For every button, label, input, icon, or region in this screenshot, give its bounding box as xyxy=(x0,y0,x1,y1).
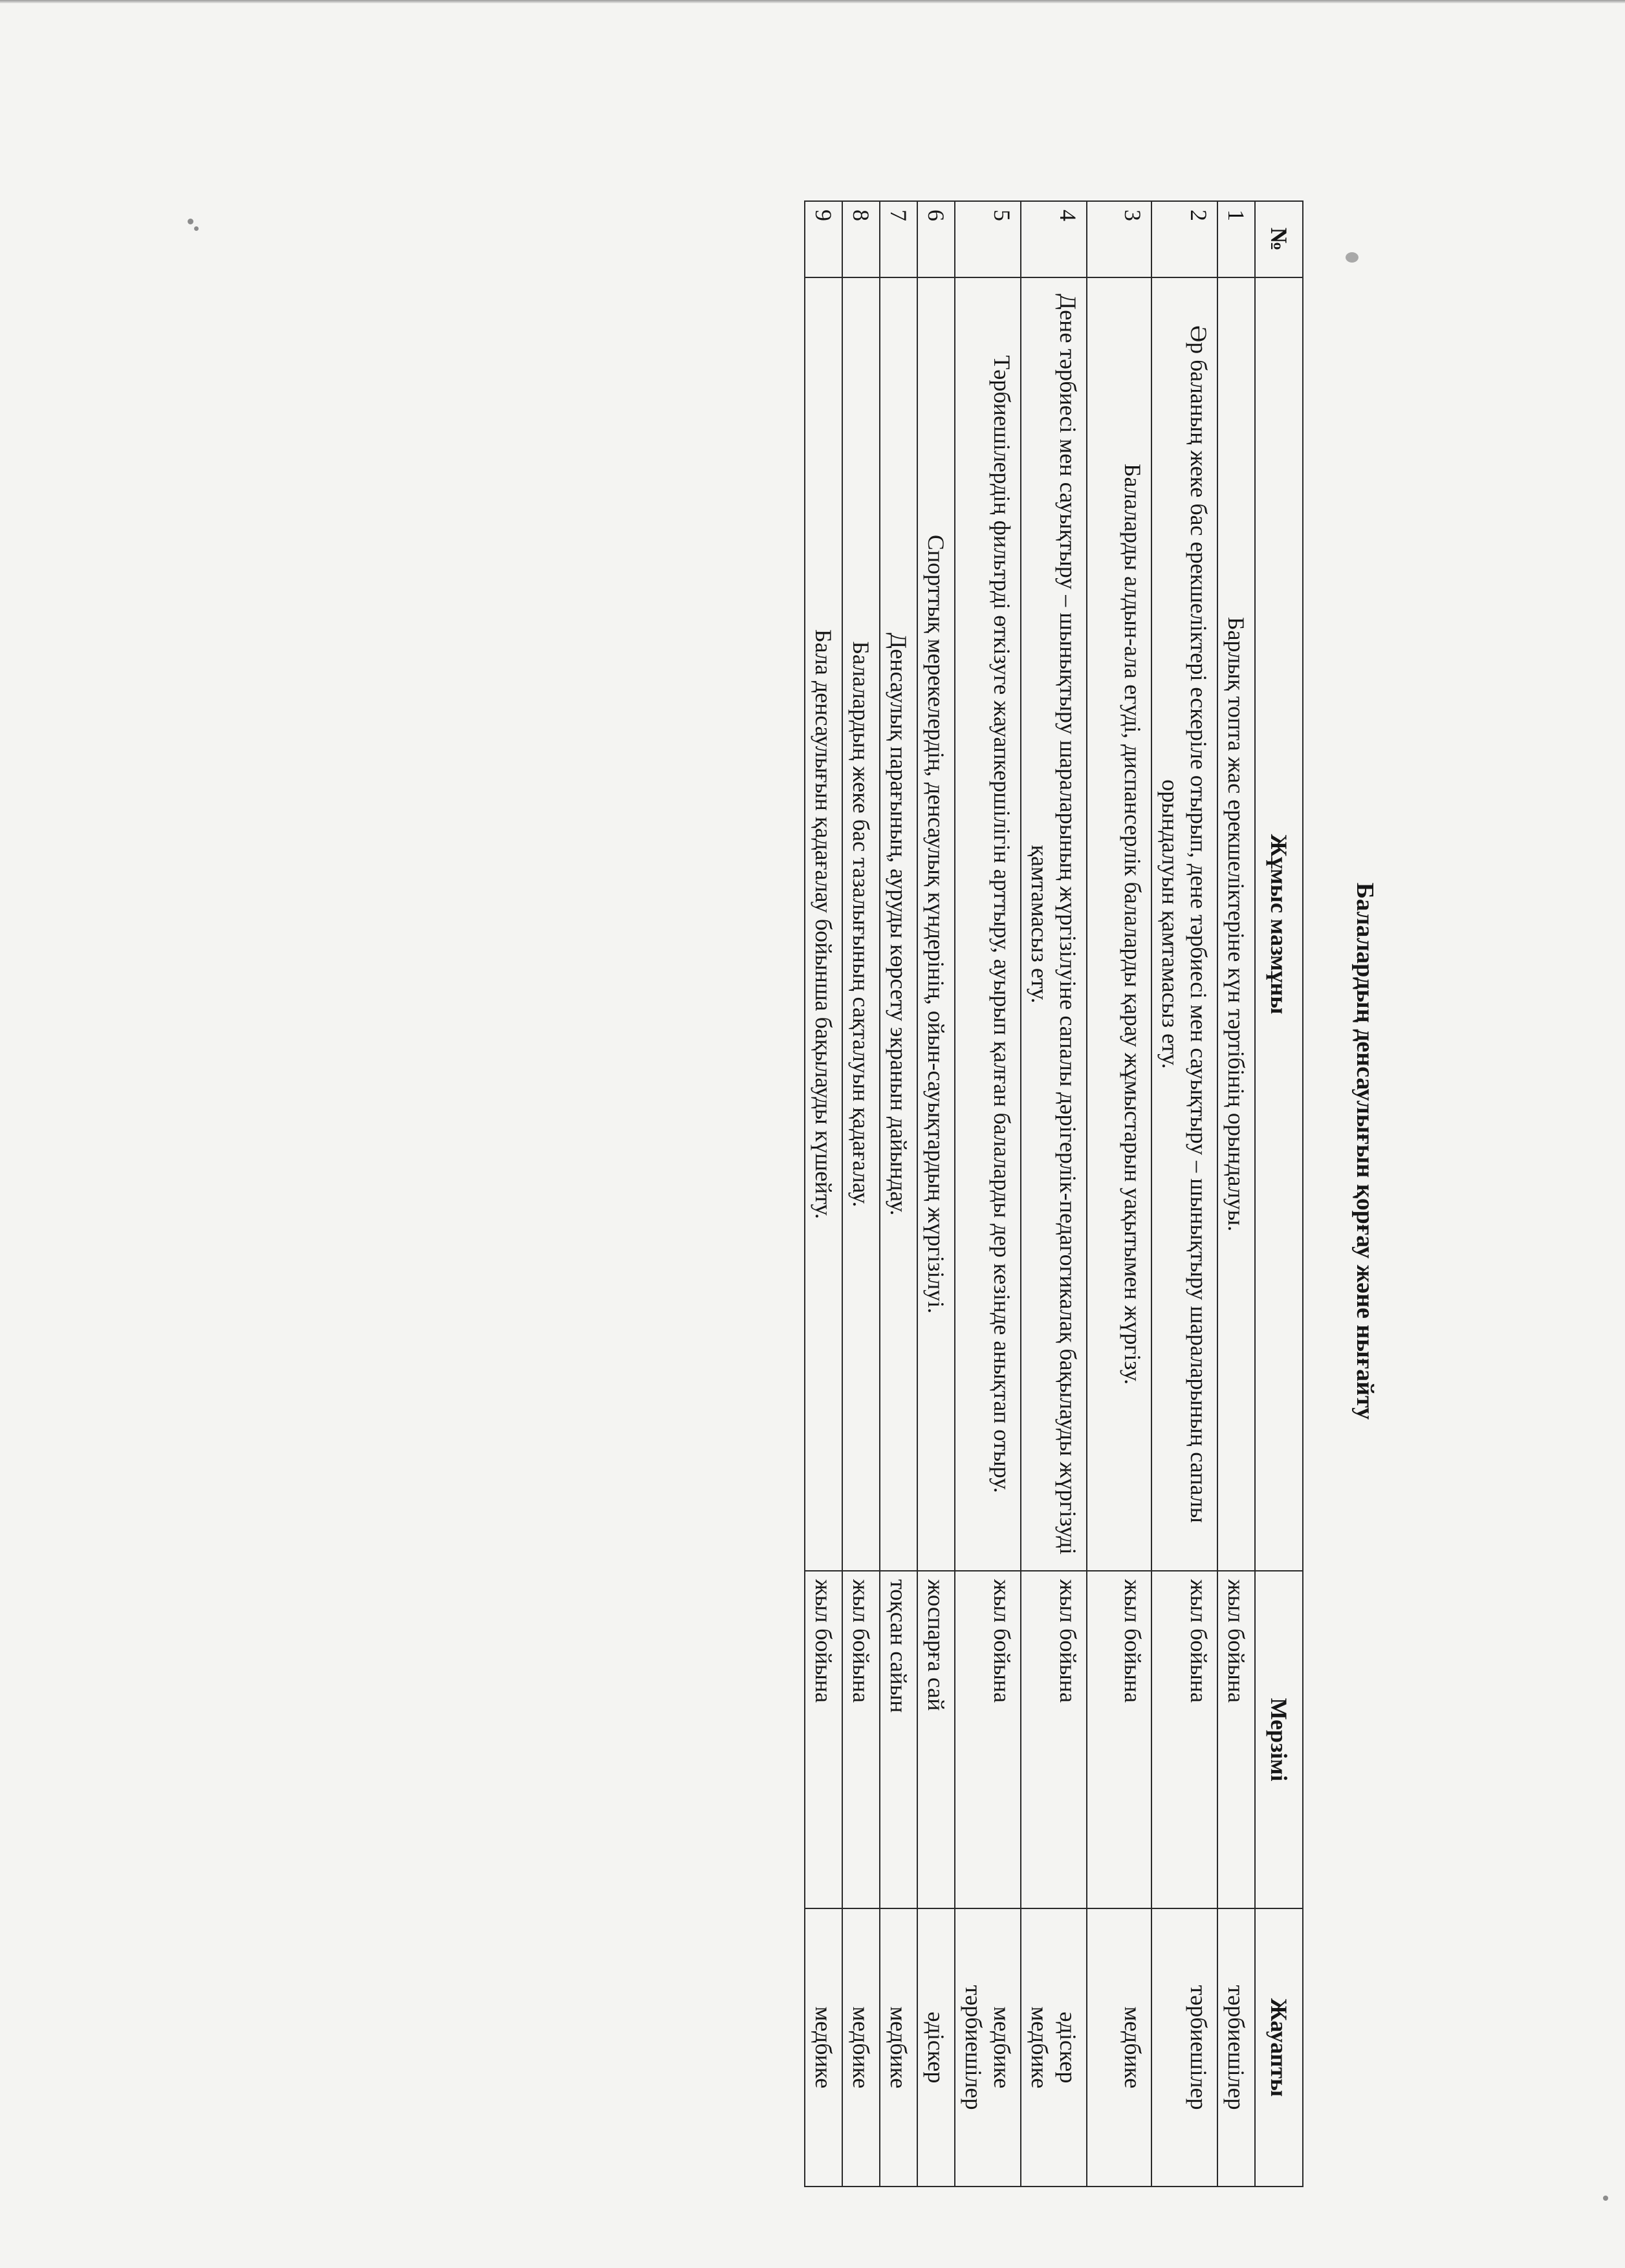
row-content: Тәрбиешілердің фильтрді өткізуге жауапкершілігін арттыру, ауырып қалған балаларды дер кезінде анықтап отыру. xyxy=(955,277,1021,1571)
row-number: 9 xyxy=(805,201,842,277)
table-row xyxy=(1217,201,1255,2187)
document-title: Балалардың денсаулығын қорғау және нығайту xyxy=(1351,882,1379,1420)
row-content: Барлық топта жас ерекшеліктеріне күн тәртібінің орындалуы. xyxy=(1217,277,1255,1571)
row-content: Әр баланың жеке бас ерекшеліктері ескеріле отырып, дене тәрбиесі мен сауықтыру – шынықтыру шараларының сапалы орындалуын қамтамасыз ету. xyxy=(1151,277,1217,1571)
table-header-row xyxy=(1255,201,1303,2187)
row-responsible xyxy=(917,1908,955,2187)
row-responsible xyxy=(1151,1908,1217,2187)
table-row xyxy=(917,201,955,2187)
row-content: Спорттық мерекелердің, денсаулық күндерінің, ойын-сауықтардың жүргізілуі. xyxy=(917,277,955,1571)
row-number: 2 xyxy=(1151,201,1217,277)
responsible-person: медбике xyxy=(1120,2006,1146,2089)
scanner-edge xyxy=(0,0,1625,3)
header-content: Жұмыс мазмұны xyxy=(1255,277,1303,1571)
responsible-person: медбике xyxy=(886,2006,911,2089)
row-term: тоқсан сайын xyxy=(880,1571,917,1908)
row-term: жыл бойына xyxy=(1087,1571,1151,1908)
row-responsible xyxy=(880,1908,917,2187)
scan-speck xyxy=(1603,2196,1608,2201)
row-responsible xyxy=(842,1908,880,2187)
table-row xyxy=(955,201,1021,2187)
responsible-person: тәрбиешілер xyxy=(1186,1985,1212,2110)
row-responsible xyxy=(1087,1908,1151,2187)
row-term: жыл бойына xyxy=(955,1571,1021,1908)
row-responsible xyxy=(1217,1908,1255,2187)
header-responsible: Жауапты xyxy=(1255,1908,1303,2187)
row-number: 8 xyxy=(842,201,880,277)
row-responsible xyxy=(1021,1908,1087,2187)
row-term: жоспарға сай xyxy=(917,1571,955,1908)
responsible-person: медбике xyxy=(811,2006,836,2089)
row-number: 4 xyxy=(1021,201,1087,277)
row-number: 1 xyxy=(1217,201,1255,277)
row-number: 7 xyxy=(880,201,917,277)
row-number: 3 xyxy=(1087,201,1151,277)
row-number: 5 xyxy=(955,201,1021,277)
row-term: жыл бойына xyxy=(842,1571,880,1908)
table-row xyxy=(880,201,917,2187)
scan-speck xyxy=(194,226,199,231)
row-term: жыл бойына xyxy=(805,1571,842,1908)
responsible-person: медбике xyxy=(848,2006,874,2089)
table-row xyxy=(1021,201,1087,2187)
row-term: жыл бойына xyxy=(1217,1571,1255,1908)
scan-speck xyxy=(188,219,193,224)
responsible-person: медбике xyxy=(989,2006,1015,2089)
responsible-person: тәрбиешілер xyxy=(961,1985,987,2110)
table-row xyxy=(842,201,880,2187)
row-term: жыл бойына xyxy=(1021,1571,1087,1908)
health-plan-table xyxy=(804,200,1303,2187)
responsible-person: тәрбиешілер xyxy=(1223,1985,1249,2110)
row-number: 6 xyxy=(917,201,955,277)
header-term: Мерзімі xyxy=(1255,1571,1303,1908)
row-content: Бала денсаулығын қадағалау бойынша бақылауды күшейту. xyxy=(805,277,842,1571)
header-number: № xyxy=(1255,201,1303,277)
row-term: жыл бойына xyxy=(1151,1571,1217,1908)
row-content: Дене тәрбиесі мен сауықтыру – шынықтыру шараларының жүргізілуіне сапалы дәрігерлік-педагогикалақ бақылауды жүргізуді қамтамасыз ету. xyxy=(1021,277,1087,1571)
responsible-person: медбике xyxy=(1027,2006,1052,2089)
row-content: Денсаулық парағының, ауруды көрсету экранын дайындау. xyxy=(880,277,917,1571)
table-row xyxy=(1151,201,1217,2187)
table-body xyxy=(805,201,1255,2187)
row-responsible xyxy=(805,1908,842,2187)
row-content: Балаларды алдын-ала егуді, диспансерлік балаларды қарау жұмыстарын уақытымен жүргізу. xyxy=(1087,277,1151,1571)
responsible-person: әдіскер xyxy=(1055,2011,1081,2084)
table-row xyxy=(1087,201,1151,2187)
rotated-page xyxy=(540,97,1381,2205)
responsible-person: әдіскер xyxy=(923,2011,949,2084)
row-responsible xyxy=(955,1908,1021,2187)
row-content: Балалардың жеке бас тазалығының сақталуын қадағалау. xyxy=(842,277,880,1571)
table-row xyxy=(805,201,842,2187)
